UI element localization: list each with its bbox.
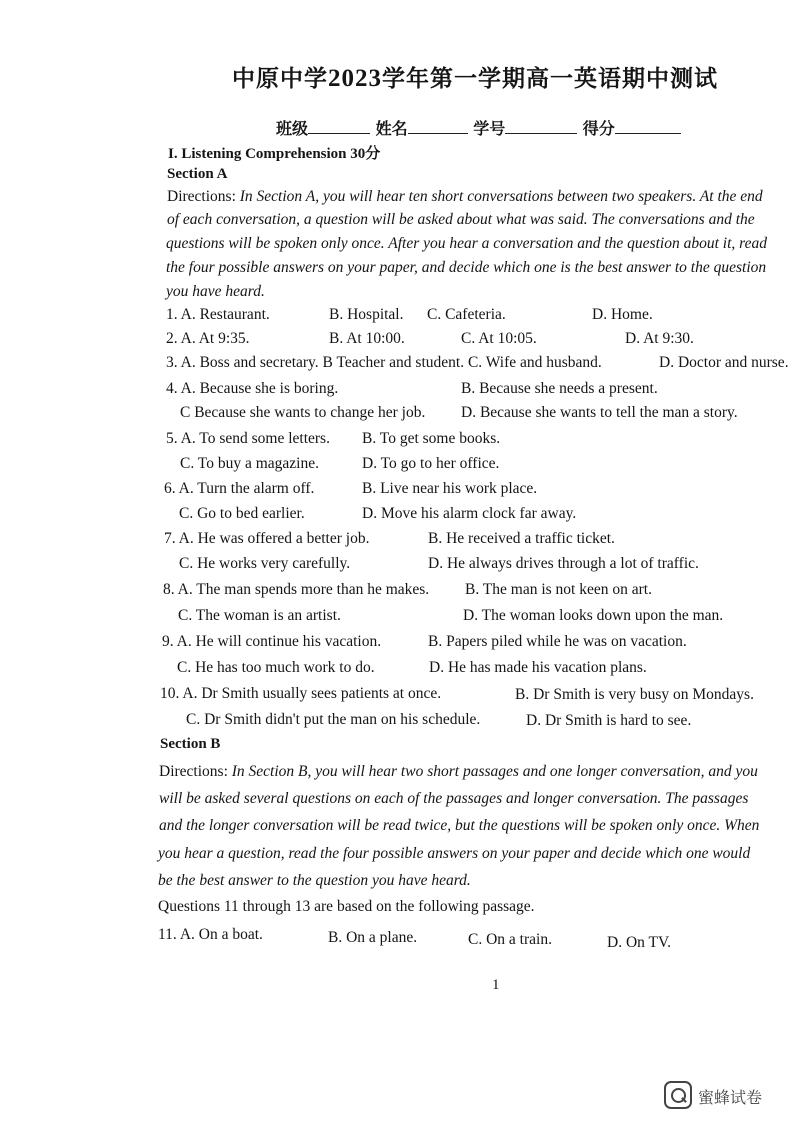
section-b-directions-line: be the best answer to the question you have heard. <box>158 872 471 889</box>
question-option: D. Dr Smith is hard to see. <box>526 712 692 729</box>
page-number: 1 <box>492 977 500 993</box>
directions-text: In Section B, you will hear two short passages and one longer conversation, and you <box>231 763 758 780</box>
directions-label: Directions: <box>159 763 228 780</box>
question-option: 11. A. On a boat. <box>158 926 263 943</box>
section-a-directions-line: questions will be spoken only once. After you hear a conversation and the question about it, read <box>166 235 767 252</box>
page-title <box>232 60 718 93</box>
question-option: B. At 10:00. <box>329 330 405 347</box>
question-option: 7. A. He was offered a better job. <box>164 530 370 547</box>
question-option: D. Doctor and nurse. <box>659 354 789 371</box>
class-blank[interactable] <box>308 119 370 134</box>
title-year: 2023 <box>328 65 382 92</box>
name-label: 姓名 <box>375 119 408 138</box>
section-a-directions-line: of each conversation, a question will be asked about what was said. The conversations and the <box>167 211 755 228</box>
passage-intro: Questions 11 through 13 are based on the following passage. <box>158 898 535 915</box>
part-heading: I. Listening Comprehension 30分 <box>168 146 381 162</box>
question-option: D. Move his alarm clock far away. <box>362 505 577 522</box>
question-option: 8. A. The man spends more than he makes. <box>163 581 430 598</box>
question-option: 5. A. To send some letters. <box>166 430 330 447</box>
section-b-title: Section B <box>160 736 221 752</box>
title-rest: 学年第一学期高一英语期中测试 <box>382 66 718 92</box>
title-school: 中原中学 <box>232 66 328 92</box>
section-b-directions-line: will be asked several questions on each of the passages and longer conversation. The passages <box>159 790 749 807</box>
question-option: D. On TV. <box>607 934 672 951</box>
question-option: C. Go to bed earlier. <box>179 505 305 522</box>
section-b-directions-line: and the longer conversation will be read twice, but the questions will be spoken only once. When <box>159 817 760 834</box>
question-option: C Because she wants to change her job. <box>180 404 426 421</box>
question-option: 1. A. Restaurant. <box>166 306 270 323</box>
question-option: B. Live near his work place. <box>362 480 538 497</box>
question-option: D. Because she wants to tell the man a story. <box>461 404 738 421</box>
question-option: C. At 10:05. <box>461 330 537 347</box>
question-option: B. Hospital. <box>329 306 404 323</box>
watermark-text: 蜜蜂试卷 <box>698 1088 763 1107</box>
section-a-directions-line: you have heard. <box>166 283 265 300</box>
question-option: B. Papers piled while he was on vacation. <box>428 633 687 650</box>
section-a-directions-line <box>167 188 763 206</box>
question-option: D. Home. <box>592 306 653 323</box>
score-label: 得分 <box>582 119 615 138</box>
question-option: 2. A. At 9:35. <box>166 330 250 347</box>
question-option: D. He has made his vacation plans. <box>429 659 647 676</box>
question-option: 6. A. Turn the alarm off. <box>164 480 315 497</box>
question-option: C. The woman is an artist. <box>178 607 341 624</box>
section-b-directions-line <box>159 763 758 781</box>
student-info-line <box>276 116 681 139</box>
question-option: C. Cafeteria. <box>427 306 506 323</box>
directions-text: In Section A, you will hear ten short conversations between two speakers. At the end <box>239 188 763 205</box>
number-blank[interactable] <box>505 119 577 134</box>
class-label: 班级 <box>276 119 309 138</box>
question-option: B. He received a traffic ticket. <box>428 530 615 547</box>
search-magnifier-icon <box>664 1081 692 1109</box>
question-option: B. Because she needs a present. <box>461 380 658 397</box>
question-option: B. To get some books. <box>362 430 501 447</box>
question-option: 3. A. Boss and secretary. B Teacher and student. C. Wife and husband. <box>166 354 602 371</box>
section-a-directions-line: the four possible answers on your paper, and decide which one is the best answer to the question <box>166 259 767 276</box>
number-label: 学号 <box>473 119 506 138</box>
question-option: 9. A. He will continue his vacation. <box>162 633 382 650</box>
question-option: D. He always drives through a lot of traffic. <box>428 555 699 572</box>
question-option: C. On a train. <box>468 931 552 948</box>
question-option: 4. A. Because she is boring. <box>166 380 339 397</box>
question-option: D. To go to her office. <box>362 455 500 472</box>
question-option: C. To buy a magazine. <box>180 455 319 472</box>
question-option: B. Dr Smith is very busy on Mondays. <box>515 686 754 703</box>
directions-label: Directions: <box>167 188 236 205</box>
question-option: C. Dr Smith didn't put the man on his schedule. <box>186 711 481 728</box>
question-option: 10. A. Dr Smith usually sees patients at once. <box>160 685 442 702</box>
question-option: C. He works very carefully. <box>179 555 351 572</box>
section-a-title: Section A <box>167 166 228 182</box>
question-option: B. On a plane. <box>328 929 418 946</box>
question-option: D. At 9:30. <box>625 330 694 347</box>
question-option: C. He has too much work to do. <box>177 659 375 676</box>
section-b-directions-line: you hear a question, read the four possible answers on your paper and decide which one would <box>158 845 751 862</box>
name-blank[interactable] <box>408 119 468 134</box>
score-blank[interactable] <box>615 119 681 134</box>
question-option: D. The woman looks down upon the man. <box>463 607 724 624</box>
question-option: B. The man is not keen on art. <box>465 581 652 598</box>
